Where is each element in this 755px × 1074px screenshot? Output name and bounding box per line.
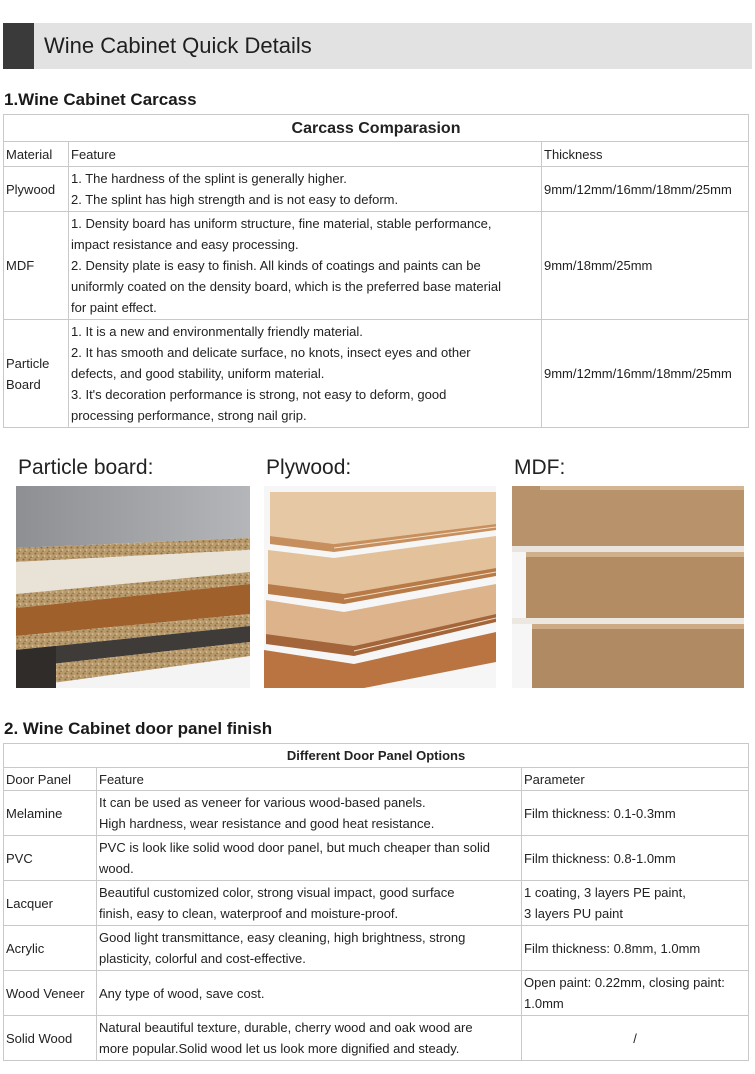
panel-cell: Acrylic (4, 926, 97, 971)
column-header-parameter: Parameter (522, 768, 749, 791)
column-header-door-panel: Door Panel (4, 768, 97, 791)
panel-cell: Wood Veneer (4, 971, 97, 1016)
table-row (4, 926, 749, 971)
page-title: Wine Cabinet Quick Details (44, 33, 312, 58)
door-panel-options-table (3, 743, 749, 1061)
mdf-panel (512, 452, 744, 690)
table-row (4, 320, 749, 428)
table-row (4, 212, 749, 320)
feature-cell: 1. It is a new and environmentally friendly material. 2. It has smooth and delicate surface, no knots, insect eyes and other defects, and good stability, uniform material. 3. It's decoration performance is strong, not easy to deform, good processing performance, strong nail grip. (69, 320, 542, 428)
thickness-cell: 9mm/12mm/16mm/18mm/25mm (542, 320, 749, 428)
carcass-comparison-table (3, 114, 749, 428)
board-photo-strip (16, 452, 744, 690)
feature-cell: Beautiful customized color, strong visual impact, good surface finish, easy to clean, waterproof and moisture-proof. (97, 881, 522, 926)
material-cell: Particle Board (4, 320, 69, 428)
section-heading-door-panel: 2. Wine Cabinet door panel finish (4, 719, 273, 738)
panel-cell: Lacquer (4, 881, 97, 926)
table-row (4, 167, 749, 212)
feature-cell: Good light transmittance, easy cleaning, high brightness, strong plasticity, colorful and cost-effective. (97, 926, 522, 971)
panel-cell: PVC (4, 836, 97, 881)
table-row (4, 836, 749, 881)
feature-cell: 1. Density board has uniform structure, fine material, stable performance, impact resistance and easy processing. 2. Density plate is easy to finish. All kinds of coatings and paints can be uniformly coated on the density board, which is the preferred base material for paint effect. (69, 212, 542, 320)
section-heading-carcass: 1.Wine Cabinet Carcass (4, 90, 197, 109)
parameter-cell: / (522, 1016, 749, 1061)
feature-cell: Any type of wood, save cost. (97, 971, 522, 1016)
material-cell: Plywood (4, 167, 69, 212)
mdf-label: MDF: (514, 456, 566, 479)
feature-cell: Natural beautiful texture, durable, cherry wood and oak wood are more popular.Solid wood let us look more dignified and steady. (97, 1016, 522, 1061)
particle-board-panel (16, 452, 250, 690)
column-header-material: Material (4, 142, 69, 167)
thickness-cell: 9mm/12mm/16mm/18mm/25mm (542, 167, 749, 212)
feature-cell: PVC is look like solid wood door panel, but much cheaper than solid wood. (97, 836, 522, 881)
header-accent-block (3, 23, 34, 69)
mdf-photo (512, 486, 744, 688)
thickness-cell: 9mm/18mm/25mm (542, 212, 749, 320)
plywood-panel (264, 452, 496, 690)
panel-cell: Solid Wood (4, 1016, 97, 1061)
parameter-cell: 1 coating, 3 layers PE paint, 3 layers PU paint (522, 881, 749, 926)
panel-cell: Melamine (4, 791, 97, 836)
column-header-feature: Feature (97, 768, 522, 791)
table-row (4, 791, 749, 836)
particle-board-photo (16, 486, 250, 688)
table-row (4, 971, 749, 1016)
material-cell: MDF (4, 212, 69, 320)
feature-cell: It can be used as veneer for various wood-based panels. High hardness, wear resistance and good heat resistance. (97, 791, 522, 836)
table-row (4, 881, 749, 926)
feature-cell: 1. The hardness of the splint is generally higher. 2. The splint has high strength and is not easy to deform. (69, 167, 542, 212)
plywood-photo (264, 486, 496, 688)
parameter-cell: Film thickness: 0.1-0.3mm (522, 791, 749, 836)
table-row (4, 1016, 749, 1061)
page-header (3, 23, 752, 69)
parameter-cell: Open paint: 0.22mm, closing paint: 1.0mm (522, 971, 749, 1016)
column-header-feature: Feature (69, 142, 542, 167)
table-title: Different Door Panel Options (4, 744, 749, 768)
parameter-cell: Film thickness: 0.8mm, 1.0mm (522, 926, 749, 971)
plywood-label: Plywood: (266, 456, 352, 479)
column-header-thickness: Thickness (542, 142, 749, 167)
particle-board-label: Particle board: (18, 456, 154, 479)
table-title: Carcass Comparasion (4, 115, 749, 142)
parameter-cell: Film thickness: 0.8-1.0mm (522, 836, 749, 881)
